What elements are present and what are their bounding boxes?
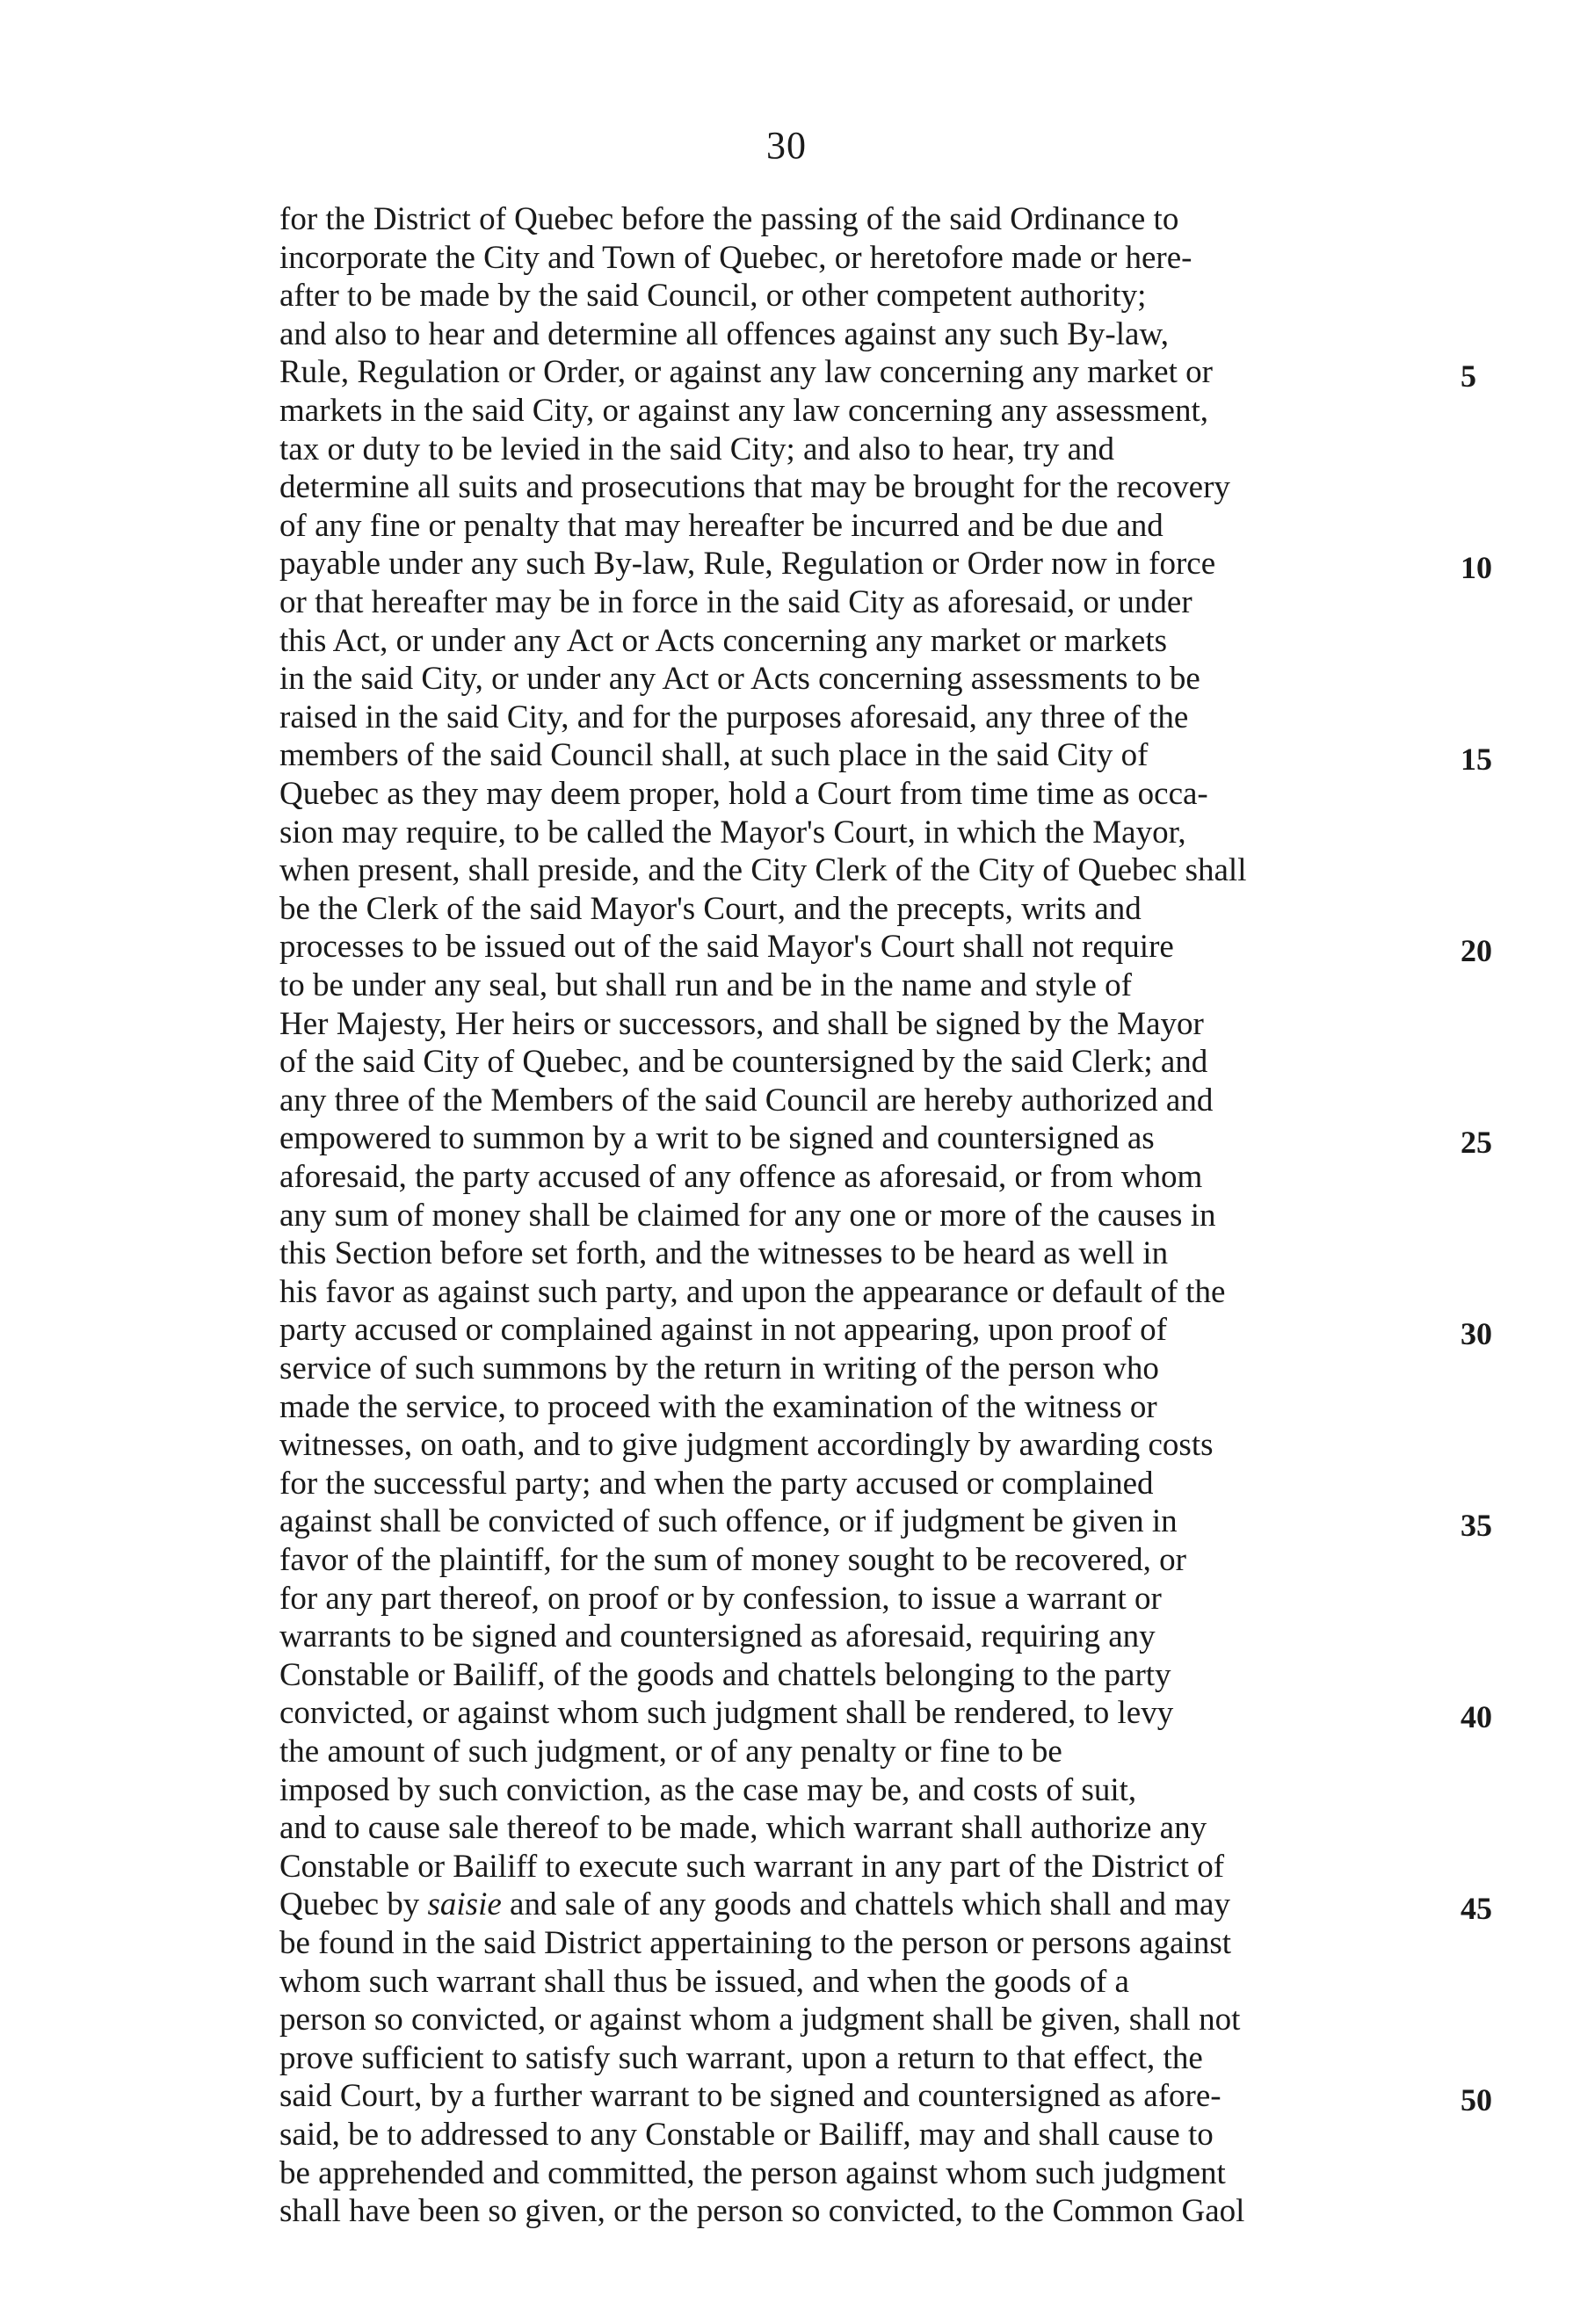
text-line: determine all suits and prosecutions that may be brought for the recovery [279,469,1230,506]
text-line: incorporate the City and Town of Quebec, or heretofore made or here- [279,239,1192,276]
text-line: party accused or complained against in not appearing, upon proof of [279,1312,1167,1349]
margin-line-number: 25 [1461,1125,1492,1161]
text-line: aforesaid, the party accused of any offence as aforesaid, or from whom [279,1159,1203,1195]
text-line: whom such warrant shall thus be issued, and when the goods of a [279,1963,1129,2000]
text-line: payable under any such By-law, Rule, Regulation or Order now in force [279,546,1216,583]
margin-line-number: 10 [1461,550,1492,586]
text-line: the amount of such judgment, or of any penalty or fine to be [279,1734,1062,1770]
text-line: after to be made by the said Council, or other competent authority; [279,278,1147,315]
text-line: said Court, by a further warrant to be signed and countersigned as afore- [279,2078,1221,2115]
text-line: person so convicted, or against whom a judgment shall be given, shall not [279,2002,1241,2038]
text-line: prove sufficient to satisfy such warrant, upon a return to that effect, the [279,2039,1203,2076]
text-line: witnesses, on oath, and to give judgment accordingly by awarding costs [279,1427,1214,1464]
text-line: tax or duty to be levied in the said City; and also to hear, try and [279,431,1115,467]
margin-line-number: 50 [1461,2082,1492,2118]
page-number: 30 [766,124,807,167]
text-line: this Section before set forth, and the witnesses to be heard as well in [279,1235,1169,1272]
margin-line-number: 5 [1461,358,1476,395]
text-line: raised in the said City, and for the purposes aforesaid, any three of the [279,699,1189,735]
text-line: be the Clerk of the said Mayor's Court, and the precepts, writs and [279,890,1142,927]
text-line: warrants to be signed and countersigned as aforesaid, requiring any [279,1618,1156,1655]
text-line: Rule, Regulation or Order, or against any law concerning any market or [279,354,1213,391]
text-line: against shall be convicted of such offence, or if judgment be given in [279,1503,1178,1540]
text-line: made the service, to proceed with the examination of the witness or [279,1388,1157,1425]
margin-line-number: 20 [1461,933,1492,969]
text-line: or that hereafter may be in force in the said City as aforesaid, or under [279,584,1192,620]
italic-term: saisie [427,1886,502,1923]
margin-line-number: 30 [1461,1316,1492,1352]
text-line: Her Majesty, Her heirs or successors, and shall be signed by the Mayor [279,1005,1204,1042]
text-line: sion may require, to be called the Mayor's Court, in which the Mayor, [279,814,1186,851]
text-line: in the said City, or under any Act or Acts concerning assessments to be [279,661,1200,698]
text-line: his favor as against such party, and upon the appearance or default of the [279,1273,1226,1310]
text-line: Quebec by saisie and sale of any goods and chattels which shall and may [279,1886,1230,1923]
text-line: imposed by such conviction, as the case may be, and costs of suit, [279,1771,1137,1808]
text-line: any sum of money shall be claimed for any one or more of the causes in [279,1197,1216,1234]
text-line: be found in the said District appertaining to the person or persons against [279,1925,1232,1961]
text-line: processes to be issued out of the said Mayor's Court shall not require [279,929,1174,966]
text-line: service of such summons by the return in writing of the person who [279,1350,1159,1386]
text-line: Constable or Bailiff, of the goods and chattels belonging to the party [279,1656,1171,1693]
text-line: when present, shall preside, and the City Clerk of the City of Quebec shall [279,852,1247,889]
text-line: for the District of Quebec before the passing of the said Ordinance to [279,201,1179,237]
margin-line-number: 45 [1461,1891,1492,1927]
text-line: this Act, or under any Act or Acts concerning any market or markets [279,622,1168,659]
text-line: for any part thereof, on proof or by confession, to issue a warrant or [279,1580,1162,1617]
text-line: be apprehended and committed, the person against whom such judgment [279,2154,1226,2191]
margin-line-number: 35 [1461,1508,1492,1544]
text-line: to be under any seal, but shall run and be in the name and style of [279,967,1132,1003]
margin-line-number: 15 [1461,742,1492,778]
text-line: Quebec as they may deem proper, hold a Court from time time as occa- [279,776,1208,812]
text-line: of the said City of Quebec, and be countersigned by the said Clerk; and [279,1044,1208,1081]
text-line: said, be to addressed to any Constable or Bailiff, may and shall cause to [279,2117,1214,2153]
text-line: Constable or Bailiff to execute such warrant in any part of the District of [279,1848,1225,1885]
text-line: for the successful party; and when the party accused or complained [279,1465,1154,1502]
text-line: favor of the plaintiff, for the sum of money sought to be recovered, or [279,1542,1186,1578]
text-line: and to cause sale thereof to be made, which warrant shall authorize any [279,1810,1207,1847]
text-line: of any fine or penalty that may hereafter be incurred and be due and [279,507,1163,544]
text-line: shall have been so given, or the person so convicted, to the Common Gaol [279,2193,1245,2230]
text-line: and also to hear and determine all offences against any such By-law, [279,315,1170,352]
text-line: empowered to summon by a writ to be signed and countersigned as [279,1120,1155,1157]
margin-line-number: 40 [1461,1699,1492,1735]
text-line: any three of the Members of the said Council are hereby authorized and [279,1082,1214,1119]
text-line: markets in the said City, or against any law concerning any assessment, [279,393,1208,429]
text-line: convicted, or against whom such judgment shall be rendered, to levy [279,1695,1174,1732]
text-line: members of the said Council shall, at such place in the said City of [279,737,1149,774]
